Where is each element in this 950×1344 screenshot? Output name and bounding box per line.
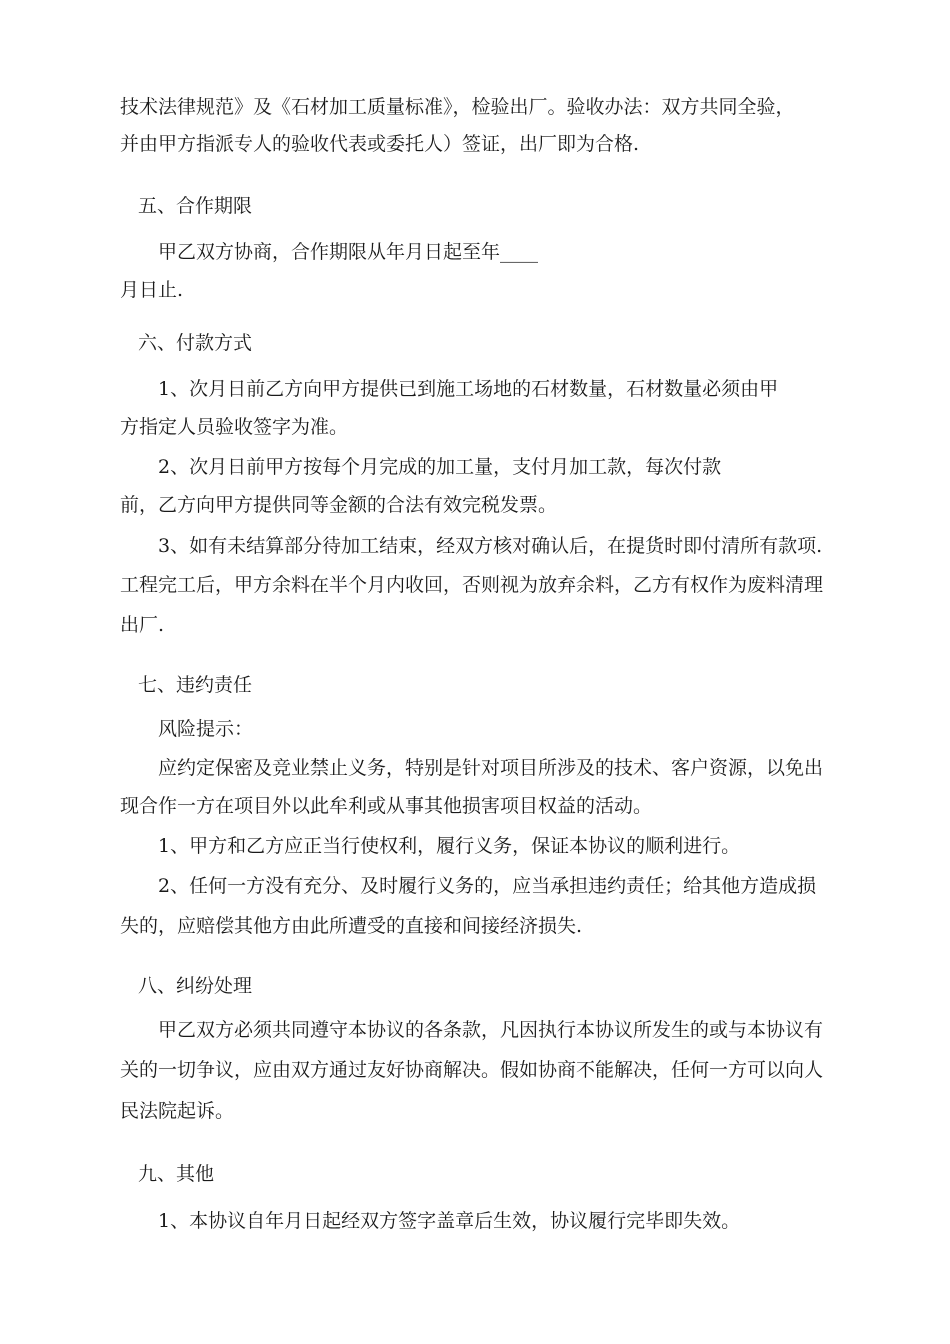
section7-item2-line-2: 失的，应赔偿其他方由此所遭受的直接和间接经济损失. <box>120 915 583 937</box>
section-heading-6: 六、付款方式 <box>138 332 253 354</box>
section5-paragraph-line-2: 月日止. <box>120 279 184 301</box>
section5-paragraph-line-1: 甲乙双方协商，合作期限从年月日起至年____ <box>158 241 539 263</box>
section7-risk-line-1: 应约定保密及竞业禁止义务，特别是针对项目所涉及的技术、客户资源，以免出 <box>158 757 824 779</box>
section8-paragraph-line-1: 甲乙双方必须共同遵守本协议的各条款，凡因执行本协议所发生的或与本协议有 <box>158 1019 824 1041</box>
section-heading-9: 九、其他 <box>138 1163 215 1185</box>
section6-item3-line-1: 3、如有未结算部分待加工结束，经双方核对确认后，在提货时即付清所有款项. <box>158 535 823 557</box>
section6-item2-line-2: 前，乙方向甲方提供同等金额的合法有效完税发票。 <box>120 494 558 516</box>
section-heading-7: 七、违约责任 <box>138 674 253 696</box>
section7-item2-line-1: 2、任何一方没有充分、及时履行义务的，应当承担违约责任；给其他方造成损 <box>158 875 817 897</box>
section6-item1-line-2: 方指定人员验收签字为准。 <box>120 416 349 438</box>
section8-paragraph-line-2: 关的一切争议，应由双方通过友好协商解决。假如协商不能解决，任何一方可以向人 <box>120 1059 824 1081</box>
section7-risk-line-2: 现合作一方在项目外以此牟利或从事其他损害项目权益的活动。 <box>120 795 653 817</box>
section6-item3-line-2: 工程完工后，甲方余料在半个月内收回，否则视为放弃余料，乙方有权作为废料清理 <box>120 574 824 596</box>
section6-item1-line-1: 1、次月日前乙方向甲方提供已到施工场地的石材数量，石材数量必须由甲 <box>158 378 779 400</box>
section8-paragraph-line-3: 民法院起诉。 <box>120 1100 235 1122</box>
section9-item1-line-1: 1、本协议自年月日起经双方签字盖章后生效，协议履行完毕即失效。 <box>158 1210 741 1232</box>
section6-item2-line-1: 2、次月日前甲方按每个月完成的加工量，支付月加工款，每次付款 <box>158 456 722 478</box>
section-heading-5: 五、合作期限 <box>138 195 253 217</box>
section-heading-8: 八、纠纷处理 <box>138 975 253 997</box>
section6-item3-line-3: 出厂. <box>120 614 165 636</box>
continuation-line-1: 技术法律规范》及《石材加工质量标准》，检验出厂。验收办法：双方共同全验， <box>120 96 795 118</box>
section7-risk-label: 风险提示： <box>158 718 254 740</box>
continuation-line-2: 并由甲方指派专人的验收代表或委托人）签证，出厂即为合格. <box>120 133 640 155</box>
section7-item1-line-1: 1、甲方和乙方应正当行使权利，履行义务，保证本协议的顺利进行。 <box>158 835 741 857</box>
